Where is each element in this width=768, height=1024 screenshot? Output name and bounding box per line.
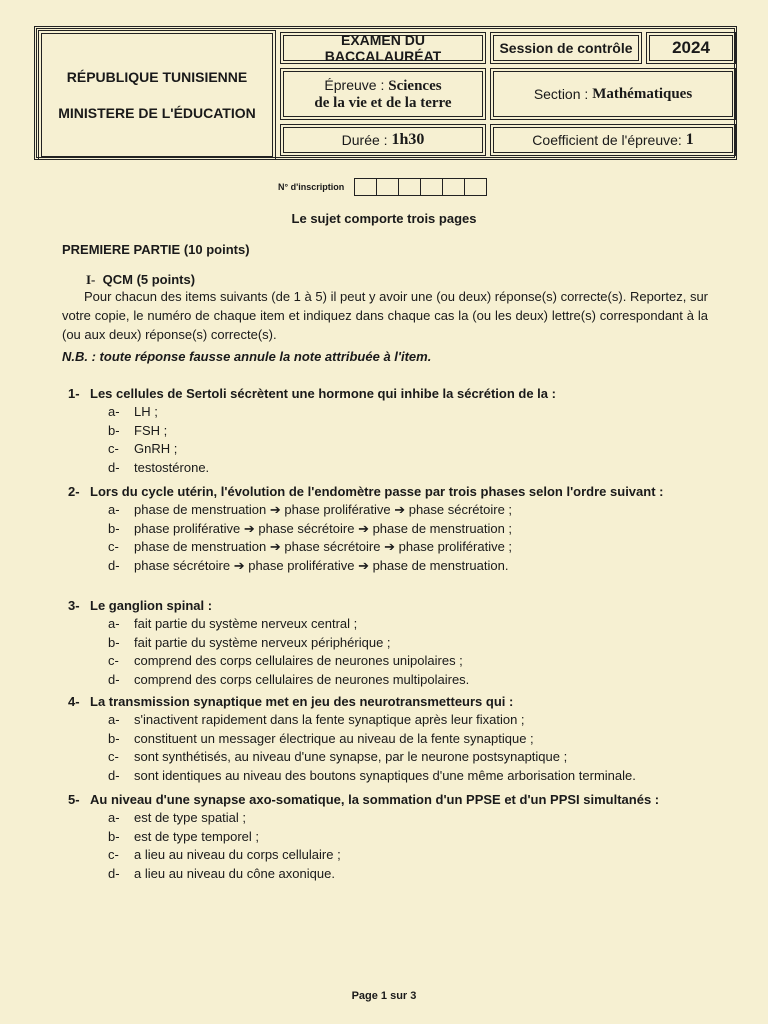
option-c bbox=[108, 652, 718, 671]
option-text: s'inactivent rapidement dans la fente synaptique après leur fixation ; bbox=[134, 712, 525, 727]
option-text: comprend des corps cellulaires de neurones multipolaires. bbox=[134, 671, 470, 687]
ministry-name: MINISTERE DE L'ÉDUCATION bbox=[58, 105, 256, 121]
option-text: FSH ; bbox=[134, 422, 168, 438]
duree-label: Durée : bbox=[341, 132, 388, 148]
question-3 bbox=[68, 597, 718, 689]
qcm-heading: QCM (5 points) bbox=[102, 272, 196, 287]
option-letter: c- bbox=[108, 441, 119, 456]
option-text: a lieu au niveau du corps cellulaire ; bbox=[134, 847, 341, 862]
inscription-boxes[interactable] bbox=[354, 178, 487, 196]
question-5 bbox=[68, 791, 718, 883]
option-letter: c- bbox=[108, 749, 119, 764]
option-letter: a- bbox=[108, 404, 120, 419]
option-letter: b- bbox=[108, 730, 120, 746]
option-letter: d- bbox=[108, 671, 120, 687]
question-text: Les cellules de Sertoli sécrètent une hormone qui inhibe la sécrétion de la : bbox=[90, 386, 556, 401]
exam-title: EXAMEN DU BACCALAURÉAT bbox=[283, 35, 483, 61]
qcm-nb: N.B. : toute réponse fausse annule la note attribuée à l'item. bbox=[62, 349, 432, 364]
option-c bbox=[108, 538, 718, 557]
option-text: constituent un messager électrique au niveau de la fente synaptique ; bbox=[134, 730, 534, 746]
option-text: testostérone. bbox=[134, 459, 210, 475]
question-number: 1- bbox=[68, 386, 80, 401]
question-1 bbox=[68, 385, 718, 477]
option-d bbox=[108, 557, 718, 576]
option-text: a lieu au niveau du cône axonique. bbox=[134, 865, 335, 881]
epreuve-cell bbox=[283, 71, 483, 117]
option-letter: d- bbox=[108, 557, 120, 573]
section-value: Mathématiques bbox=[592, 85, 693, 102]
question-4 bbox=[68, 693, 718, 785]
option-a bbox=[108, 403, 718, 422]
page-footer: Page 1 sur 3 bbox=[351, 990, 417, 1002]
coefficient-cell bbox=[493, 127, 733, 153]
question-text: Le ganglion spinal : bbox=[90, 598, 213, 613]
option-b bbox=[108, 730, 718, 749]
inscription-digit-box[interactable] bbox=[377, 179, 399, 195]
institution-block bbox=[41, 33, 273, 157]
option-letter: d- bbox=[108, 459, 120, 475]
option-letter: a- bbox=[108, 810, 120, 825]
option-letter: a- bbox=[108, 712, 120, 727]
option-letter: d- bbox=[108, 865, 120, 881]
inscription-row bbox=[278, 178, 487, 196]
duree-value: 1h30 bbox=[391, 131, 425, 148]
option-text: LH ; bbox=[134, 404, 158, 419]
inscription-label: N° d'inscription bbox=[278, 182, 345, 192]
option-d bbox=[108, 865, 718, 884]
inscription-digit-box[interactable] bbox=[443, 179, 465, 195]
country-name: RÉPUBLIQUE TUNISIENNE bbox=[66, 69, 248, 85]
option-b bbox=[108, 422, 718, 441]
coefficient-label: Coefficient de l'épreuve: bbox=[532, 132, 682, 148]
inscription-digit-box[interactable] bbox=[399, 179, 421, 195]
option-b bbox=[108, 520, 718, 539]
option-text: GnRH ; bbox=[134, 441, 178, 456]
option-d bbox=[108, 767, 718, 786]
option-letter: c- bbox=[108, 539, 119, 554]
option-text: phase proliférative ➔ phase sécrétoire ➔ phase de menstruation ; bbox=[134, 520, 513, 536]
option-text: sont identiques au niveau des boutons synaptiques d'une même arborisation terminale. bbox=[134, 767, 636, 783]
section-label: Section : bbox=[533, 86, 589, 102]
option-letter: a- bbox=[108, 502, 120, 517]
option-text: fait partie du système nerveux central ; bbox=[134, 616, 358, 631]
option-a bbox=[108, 809, 718, 828]
option-text: est de type temporel ; bbox=[134, 828, 260, 844]
option-c bbox=[108, 440, 718, 459]
inscription-digit-box[interactable] bbox=[355, 179, 377, 195]
question-number: 3- bbox=[68, 598, 80, 613]
option-b bbox=[108, 634, 718, 653]
option-letter: b- bbox=[108, 828, 120, 844]
epreuve-subject-line2: de la vie et de la terre bbox=[314, 94, 452, 111]
coefficient-value: 1 bbox=[685, 131, 694, 148]
option-b bbox=[108, 828, 718, 847]
option-letter: d- bbox=[108, 767, 120, 783]
option-c bbox=[108, 846, 718, 865]
qcm-instruction: Pour chacun des items suivants (de 1 à 5) il peut y avoir une (ou deux) réponse(s) correcte(s). Reportez, sur votre copie, le numéro de chaque item et indiquez dans chaque cas la (ou les deux) lettre(s) correspondant à la (ou aux deux) réponse(s) correcte(s). bbox=[62, 289, 708, 342]
duree-cell bbox=[283, 127, 483, 153]
option-letter: c- bbox=[108, 847, 119, 862]
epreuve-subject-line1: Sciences bbox=[388, 77, 442, 94]
option-a bbox=[108, 501, 718, 520]
option-text: fait partie du système nerveux périphérique ; bbox=[134, 634, 391, 650]
option-d bbox=[108, 671, 718, 690]
exam-year: 2024 bbox=[649, 35, 733, 61]
option-letter: b- bbox=[108, 634, 120, 650]
exam-header-table bbox=[34, 26, 737, 160]
option-text: phase sécrétoire ➔ phase proliférative ➔ phase de menstruation. bbox=[134, 557, 509, 573]
option-c bbox=[108, 748, 718, 767]
question-number: 2- bbox=[68, 484, 80, 499]
option-text: comprend des corps cellulaires de neurones unipolaires ; bbox=[134, 653, 463, 668]
inscription-digit-box[interactable] bbox=[465, 179, 486, 195]
epreuve-label: Épreuve : bbox=[324, 76, 385, 93]
option-letter: a- bbox=[108, 616, 120, 631]
session-label: Session de contrôle bbox=[493, 35, 639, 61]
option-letter: b- bbox=[108, 422, 120, 438]
option-a bbox=[108, 615, 718, 634]
option-text: phase de menstruation ➔ phase sécrétoire ➔ phase proliférative ; bbox=[134, 539, 513, 554]
option-a bbox=[108, 711, 718, 730]
option-d bbox=[108, 459, 718, 478]
option-text: sont synthétisés, au niveau d'une synapse, par le neurone postsynaptique ; bbox=[134, 749, 568, 764]
question-text: La transmission synaptique met en jeu des neurotransmetteurs qui : bbox=[90, 694, 514, 709]
subject-pages-note: Le sujet comporte trois pages bbox=[291, 211, 477, 226]
qcm-number: I- bbox=[86, 272, 96, 287]
question-number: 4- bbox=[68, 694, 80, 709]
option-letter: b- bbox=[108, 520, 120, 536]
part-one-title: PREMIERE PARTIE (10 points) bbox=[62, 242, 250, 257]
section-cell bbox=[493, 71, 733, 117]
question-text: Lors du cycle utérin, l'évolution de l'endomètre passe par trois phases selon l'ordre suivant : bbox=[90, 484, 664, 499]
option-text: est de type spatial ; bbox=[134, 810, 247, 825]
question-2 bbox=[68, 483, 718, 575]
question-number: 5- bbox=[68, 792, 80, 807]
question-text: Au niveau d'une synapse axo-somatique, la sommation d'un PPSE et d'un PPSI simultanés : bbox=[90, 792, 660, 807]
option-text: phase de menstruation ➔ phase proliférative ➔ phase sécrétoire ; bbox=[134, 502, 513, 517]
inscription-digit-box[interactable] bbox=[421, 179, 443, 195]
option-letter: c- bbox=[108, 653, 119, 668]
